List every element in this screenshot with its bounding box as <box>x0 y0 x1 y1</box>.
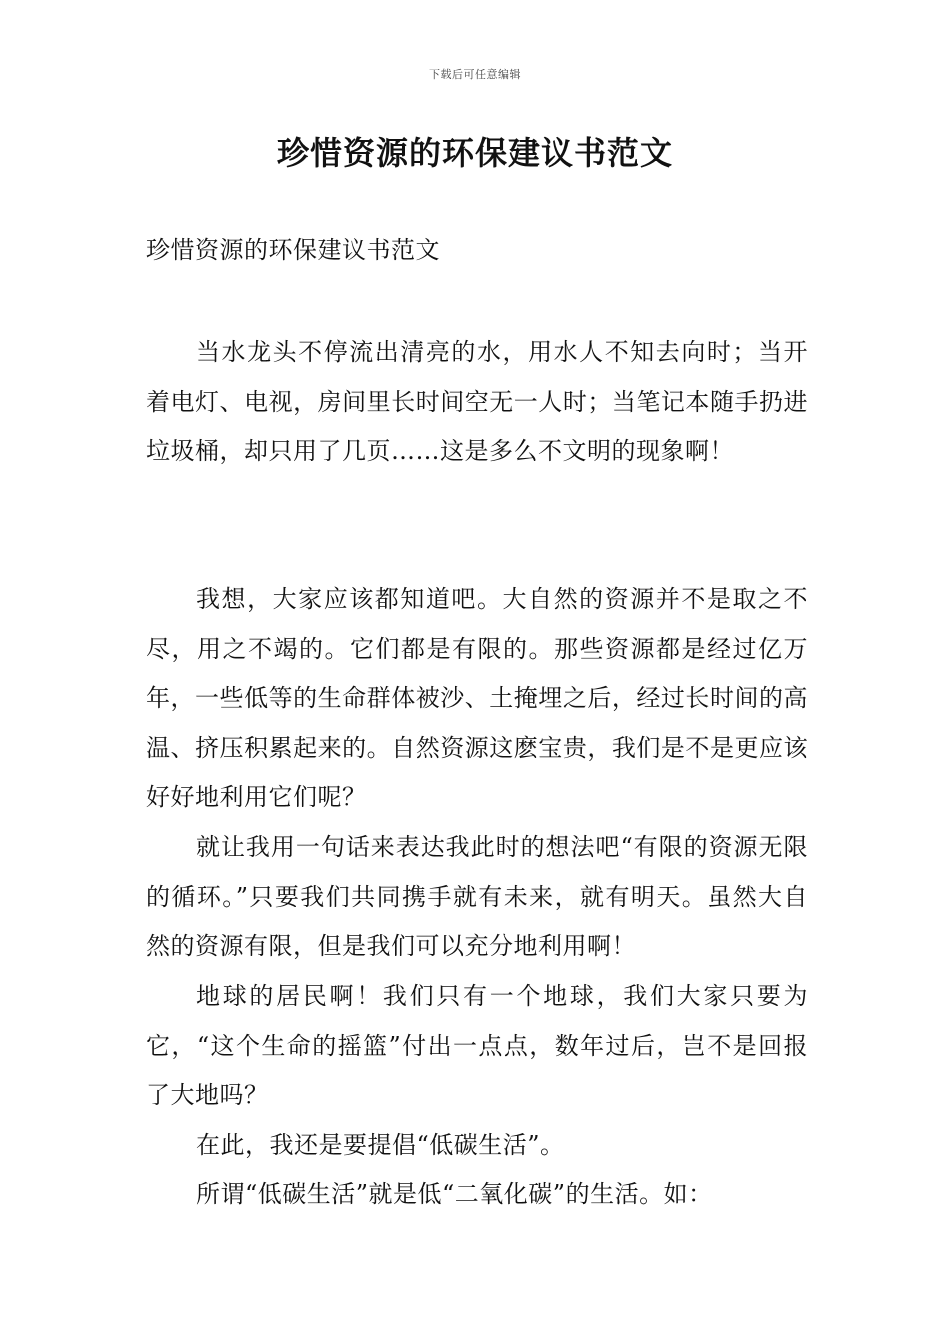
paragraph-4: 地球的居民啊！我们只有一个地球，我们大家只要为它，“这个生命的摇篮”付出一点点，数年过后，岂不是回报了大地吗？ <box>146 982 808 1109</box>
paragraph-2: 我想，大家应该都知道吧。大自然的资源并不是取之不尽，用之不竭的。它们都是有限的。那些资源都是经过亿万年，一些低等的生命群体被沙、土掩埋之后，经过长时间的高温、挤压积累起来的。自然资源这麽宝贵，我们是不是更应该好好地利用它们呢？ <box>146 585 808 811</box>
document-title: 珍惜资源的环保建议书范文 <box>276 134 673 172</box>
paragraph-6: 所谓“低碳生活”就是低“二氧化碳”的生活。如： <box>196 1180 713 1208</box>
header-note: 下载后可任意编辑 <box>429 68 521 81</box>
paragraph-5: 在此，我还是要提倡“低碳生活”。 <box>196 1131 565 1159</box>
paragraph-3: 就让我用一句话来表达我此时的想法吧“有限的资源无限的循环。”只要我们共同携手就有未来，就有明天。虽然大自然的资源有限，但是我们可以充分地利用啊！ <box>146 833 808 960</box>
paragraph-1: 当水龙头不停流出清亮的水，用水人不知去向时；当开着电灯、电视，房间里长时间空无一人时；当笔记本随手扔进垃圾桶，却只用了几页……这是多么不文明的现象啊！ <box>146 338 808 465</box>
document-subtitle: 珍惜资源的环保建议书范文 <box>146 236 440 264</box>
